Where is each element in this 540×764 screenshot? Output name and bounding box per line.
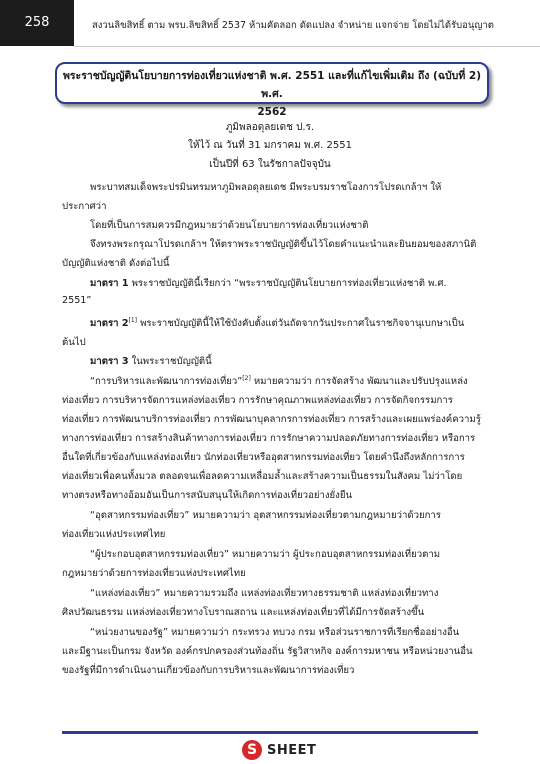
enactment-line1: จึงทรงพระกรุณาโปรดเกล้าฯ ให้ตราพระราชบัญญัติขึ้นไว้โดยคำแนะนำและยินยอมของสภานิติ	[90, 239, 477, 250]
section-3-text: ในพระราชบัญญัตินี้	[131, 356, 212, 367]
definition-1-line7: ทางตรงหรือทางอ้อมอันเป็นการสนับสนุนให้เกิดการท่องเที่ยวอย่างยั่งยืน	[62, 490, 353, 501]
king-name: ภูมิพลอดุลยเดช ป.ร.	[225, 122, 315, 133]
definition-2-line2: ท่องเที่ยวแห่งประเทศไทย	[62, 529, 166, 540]
whereas-line: โดยที่เป็นการสมควรมีกฎหมายว่าด้วยนโยบายการท่องเที่ยวแห่งชาติ	[90, 220, 369, 231]
reign-year: เป็นปีที่ 63 ในรัชกาลปัจจุบัน	[209, 159, 331, 170]
definition-1-text: หมายความว่า การจัดสร้าง พัฒนาและปรับปรุงแหล่ง	[253, 376, 468, 387]
page-number: 258	[0, 0, 74, 46]
definition-1-line5: อื่นใดที่เกี่ยวข้องกับแหล่งท่องเที่ยว นักท่องเที่ยวหรืออุตสาหกรรมท่องเที่ยว โดยคำนึงถึงหลักการการ	[62, 452, 465, 463]
sheet-logo	[242, 738, 316, 762]
document-title-box	[55, 62, 489, 118]
definition-1-line2: ท่องเที่ยว การบริหารจัดการแหล่งท่องเที่ยว การรักษาคุณภาพแหล่งท่องเที่ยว การจัดกิจกรรมการ	[62, 395, 453, 406]
section-3-line	[90, 354, 212, 369]
definition-1-line3: ท่องเที่ยว การพัฒนาบริการท่องเที่ยว การพัฒนาบุคลากรการท่องเที่ยว การสร้างและเผยแพร่องค์ความรู้	[62, 414, 481, 425]
definition-5-line3: ของรัฐที่มีการดำเนินงานเกี่ยวข้องกับการบริหารและพัฒนาการท่องเที่ยว	[62, 665, 355, 676]
definition-3-line1: “ผู้ประกอบอุตสาหกรรมท่องเที่ยว” หมายความว่า ผู้ประกอบอุตสาหกรรมท่องเที่ยวตาม	[90, 549, 441, 560]
copyright-notice: สงวนลิขสิทธิ์ ตาม พรบ.ลิขสิทธิ์ 2537 ห้ามคัดลอก ดัดแปลง จำหน่าย แจกจ่าย โดยไม่ได้รับอนุญาต	[92, 20, 494, 31]
section-1-line2: 2551”	[62, 295, 92, 306]
section-2-line1	[90, 316, 464, 331]
proclamation-line1: พระบาทสมเด็จพระปรมินทรมหาภูมิพลอดุลยเดช มีพระบรมราชโองการโปรดเกล้าฯ ให้	[90, 182, 442, 193]
definition-4-line1: “แหล่งท่องเที่ยว” หมายความรวมถึง แหล่งท่องเที่ยวทางธรรมชาติ แหล่งท่องเที่ยวทาง	[90, 588, 439, 599]
sheet-logo-icon: S	[242, 740, 262, 760]
definition-1-line1	[90, 374, 468, 389]
section-2-text: พระราชบัญญัตินี้ให้ใช้บังคับตั้งแต่วันถัดจากวันประกาศในราชกิจจานุเบกษาเป็น	[140, 318, 465, 329]
definition-1-line4: ทางการท่องเที่ยว การสร้างสินค้าทางการท่องเที่ยว การรักษาความปลอดภัยทางการท่องเที่ยว หรือการ	[62, 433, 476, 444]
section-3-label: มาตรา 3	[90, 356, 129, 367]
document-title-line2: 2562	[257, 106, 287, 118]
document-title-line1: พระราชบัญญัตินโยบายการท่องเที่ยวแห่งชาติ พ.ศ. 2551 และที่แก้ไขเพิ่มเติม ถึง (ฉบับที่ 2) พ.ศ.	[63, 70, 482, 100]
enactment-line2: บัญญัติแห่งชาติ ดังต่อไปนี้	[62, 258, 170, 269]
footer-rule	[62, 731, 478, 734]
section-1-text: พระราชบัญญัตินี้เรียกว่า “พระราชบัญญัตินโยบายการท่องเที่ยวแห่งชาติ พ.ศ.	[131, 278, 447, 289]
sheet-logo-text: SHEET	[267, 742, 317, 758]
definition-1-line6: ท่องเที่ยวเพื่อคนทั้งมวล ตลอดจนเพื่อลดความเหลื่อมล้ำและสร้างความเป็นธรรมในสังคม ไม่ว่าโดย	[62, 471, 463, 482]
footnote-ref-2[interactable]: [2]	[242, 374, 251, 382]
definition-2-line1: “อุตสาหกรรมท่องเที่ยว” หมายความว่า อุตสาหกรรมท่องเที่ยวตามกฎหมายว่าด้วยการ	[90, 510, 441, 521]
section-2-label: มาตรา 2	[90, 318, 129, 329]
section-1-label: มาตรา 1	[90, 278, 129, 289]
footnote-ref-1[interactable]: [1]	[128, 316, 137, 324]
proclamation-line2: ประกาศว่า	[62, 201, 107, 212]
section-1-line1	[90, 276, 447, 291]
given-date: ให้ไว้ ณ วันที่ 31 มกราคม พ.ศ. 2551	[188, 140, 352, 151]
section-2-line2: ต้นไป	[62, 337, 86, 348]
definition-3-line2: กฎหมายว่าด้วยการท่องเที่ยวแห่งประเทศไทย	[62, 568, 246, 579]
definition-1-term: “การบริหารและพัฒนาการท่องเที่ยว”	[90, 376, 243, 387]
definition-5-line2: และมีฐานะเป็นกรม จังหวัด องค์กรปกครองส่วนท้องถิ่น รัฐวิสาหกิจ องค์การมหาชน หรือหน่วยงานอื่น	[62, 646, 473, 657]
definition-5-line1: “หน่วยงานของรัฐ” หมายความว่า กระทรวง ทบวง กรม หรือส่วนราชการที่เรียกชื่ออย่างอื่น	[90, 627, 460, 638]
definition-4-line2: ศิลปวัฒนธรรม แหล่งท่องเที่ยวทางโบราณสถาน และแหล่งท่องเที่ยวที่ได้มีการจัดสร้างขึ้น	[62, 607, 425, 618]
